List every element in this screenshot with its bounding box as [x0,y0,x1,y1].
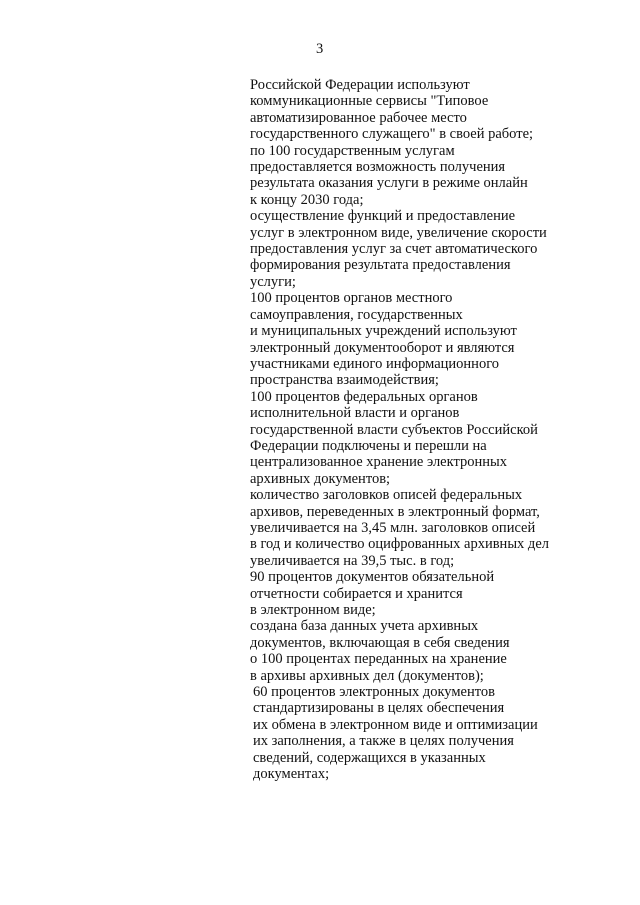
text-line: формирования результата предоставления [250,257,511,274]
paragraph-9 [250,684,635,782]
text-line: исполнительной власти и органов [250,405,460,422]
text-line: увеличивается на 3,45 млн. заголовков описей [250,519,536,536]
text-line: создана база данных учета архивных [250,618,479,635]
text-line: о 100 процентах переданных на хранение [250,651,507,668]
text-line: стандартизированы в целях обеспечения [253,700,505,717]
text-line: их обмена в электронном виде и оптимизации [253,716,538,733]
text-line: электронный документооборот и являются [250,339,515,356]
text-line: архивных документов; [250,470,391,487]
paragraph-2 [250,143,635,209]
paragraph-1 [250,77,635,143]
text-line: самоуправления, государственных [250,306,463,323]
text-line: 90 процентов документов обязательной [250,569,495,586]
text-line: предоставления услуг за счет автоматического [250,241,538,258]
text-line: документах; [253,766,330,783]
text-line: в год и количество оцифрованных архивных дел [250,536,549,553]
text-line: количество заголовков описей федеральных [250,487,523,504]
text-line: государственной власти субъектов Российской [250,421,538,438]
text-line: архивов, переведенных в электронный формат, [250,503,540,520]
text-line: сведений, содержащихся в указанных [253,749,486,766]
text-line: увеличивается на 39,5 тыс. в год; [250,552,455,569]
paragraph-8 [250,618,635,684]
text-line: пространства взаимодействия; [250,372,439,389]
paragraph-7 [250,569,635,618]
paragraph-4 [250,290,635,388]
paragraph-5 [250,389,635,487]
text-line: централизованное хранение электронных [250,454,507,471]
text-line: 100 процентов федеральных органов [250,388,478,405]
text-line: результата оказания услуги в режиме онлайн [250,175,528,192]
text-line: в электронном виде; [250,602,376,618]
text-line: их заполнения, а также в целях получения [253,733,514,750]
text-line: автоматизированное рабочее место [250,109,467,126]
text-line: предоставляется возможность получения [250,159,506,176]
text-line: в архивы архивных дел (документов); [250,667,484,684]
text-line: отчетности собирается и хранится [250,585,463,602]
paragraph-6 [250,487,635,569]
text-line: Российской Федерации используют [250,77,470,93]
text-line: услуг в электронном виде, увеличение скорости [250,224,547,241]
text-line: к концу 2030 года; [250,191,364,208]
text-line: коммуникационные сервисы "Типовое [250,93,489,110]
text-line: 60 процентов электронных документов [253,684,495,701]
text-line: 100 процентов органов местного [250,290,453,307]
text-line: документов, включающая в себя сведения [250,634,510,651]
text-line: по 100 государственным услугам [250,142,455,159]
page-number: 3 [316,41,324,57]
text-line: осуществление функций и предоставление [250,208,516,225]
document-body [250,77,635,782]
text-line: услуги; [250,273,296,290]
text-line: участниками единого информационного [250,355,500,372]
paragraph-3 [250,208,635,290]
text-line: и муниципальных учреждений используют [250,323,517,340]
text-line: Федерации подключены и перешли на [250,437,487,454]
text-line: государственного служащего" в своей работе; [250,126,534,143]
